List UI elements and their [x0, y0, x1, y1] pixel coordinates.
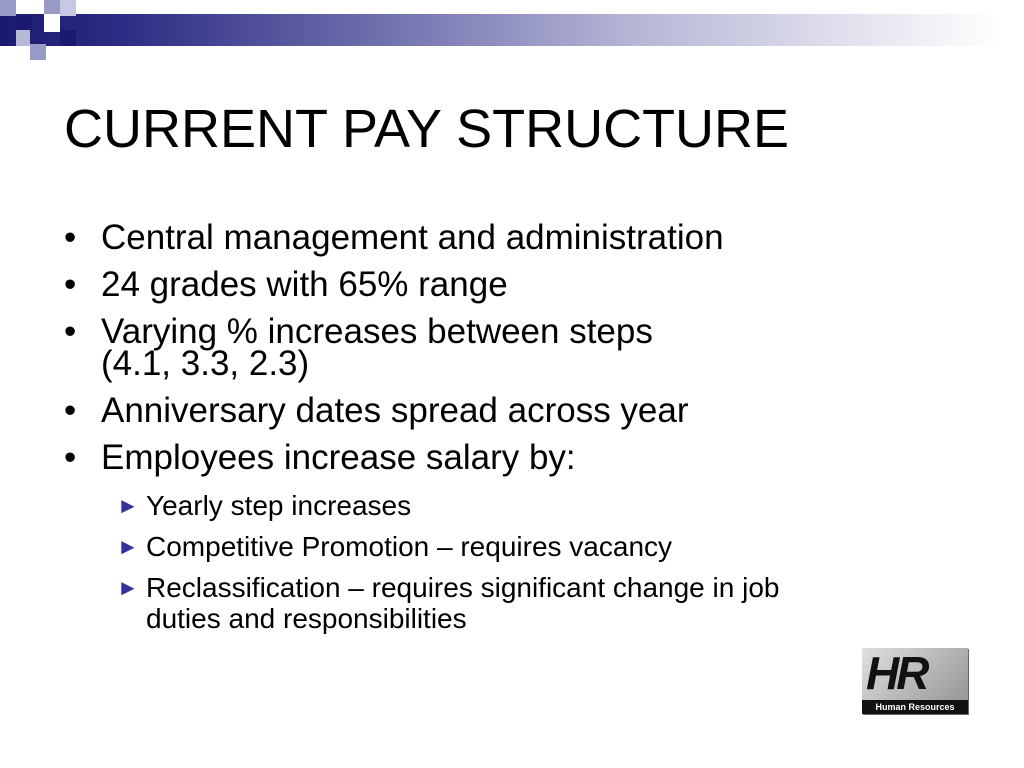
arrow-bullet-icon: ►	[117, 575, 139, 600]
sub-bullet-text-continued: duties and responsibilities	[146, 603, 467, 634]
slide-title: CURRENT PAY STRUCTURE	[64, 99, 790, 159]
bullet-list	[64, 218, 964, 649]
deco-square-light	[30, 44, 46, 60]
bullet-item	[64, 218, 964, 257]
hr-logo-caption: Human Resources	[862, 700, 968, 714]
bullet-text: Employees increase salary by:	[101, 438, 576, 477]
bullet-dot: •	[64, 438, 77, 477]
sub-bullet-text: Reclassification – requires significant change in job	[146, 572, 780, 603]
header-gradient-banner	[0, 14, 1024, 46]
bullet-text: Central management and administration	[101, 218, 724, 257]
arrow-bullet-icon: ►	[117, 534, 139, 559]
deco-square-light	[0, 0, 16, 16]
bullet-dot: •	[64, 312, 77, 351]
sub-bullet-list	[101, 490, 964, 634]
bullet-text: Anniversary dates spread across year	[101, 391, 689, 430]
bullet-text-continued: (4.1, 3.3, 2.3)	[101, 344, 310, 383]
bullet-item	[64, 265, 964, 304]
arrow-bullet-icon: ►	[117, 493, 139, 518]
bullet-dot: •	[64, 391, 77, 430]
deco-square-light	[16, 30, 30, 46]
sub-bullet-text: Competitive Promotion – requires vacancy	[146, 531, 673, 562]
bullet-dot: •	[64, 218, 77, 257]
bullet-item	[64, 438, 964, 634]
sub-bullet-item	[101, 572, 964, 634]
deco-square-light	[60, 0, 76, 16]
sub-bullet-item	[101, 490, 964, 521]
bullet-item	[64, 312, 964, 383]
bullet-item	[64, 391, 964, 430]
sub-bullet-item	[101, 531, 964, 562]
deco-square-white	[44, 14, 60, 32]
hr-logo-letters: HR	[866, 647, 927, 699]
sub-bullet-text: Yearly step increases	[146, 490, 412, 521]
bullet-dot: •	[64, 265, 77, 304]
deco-square-navy	[60, 30, 76, 46]
bullet-text: 24 grades with 65% range	[101, 265, 508, 304]
bullet-text: Varying % increases between steps	[101, 312, 653, 351]
hr-logo	[862, 648, 968, 714]
